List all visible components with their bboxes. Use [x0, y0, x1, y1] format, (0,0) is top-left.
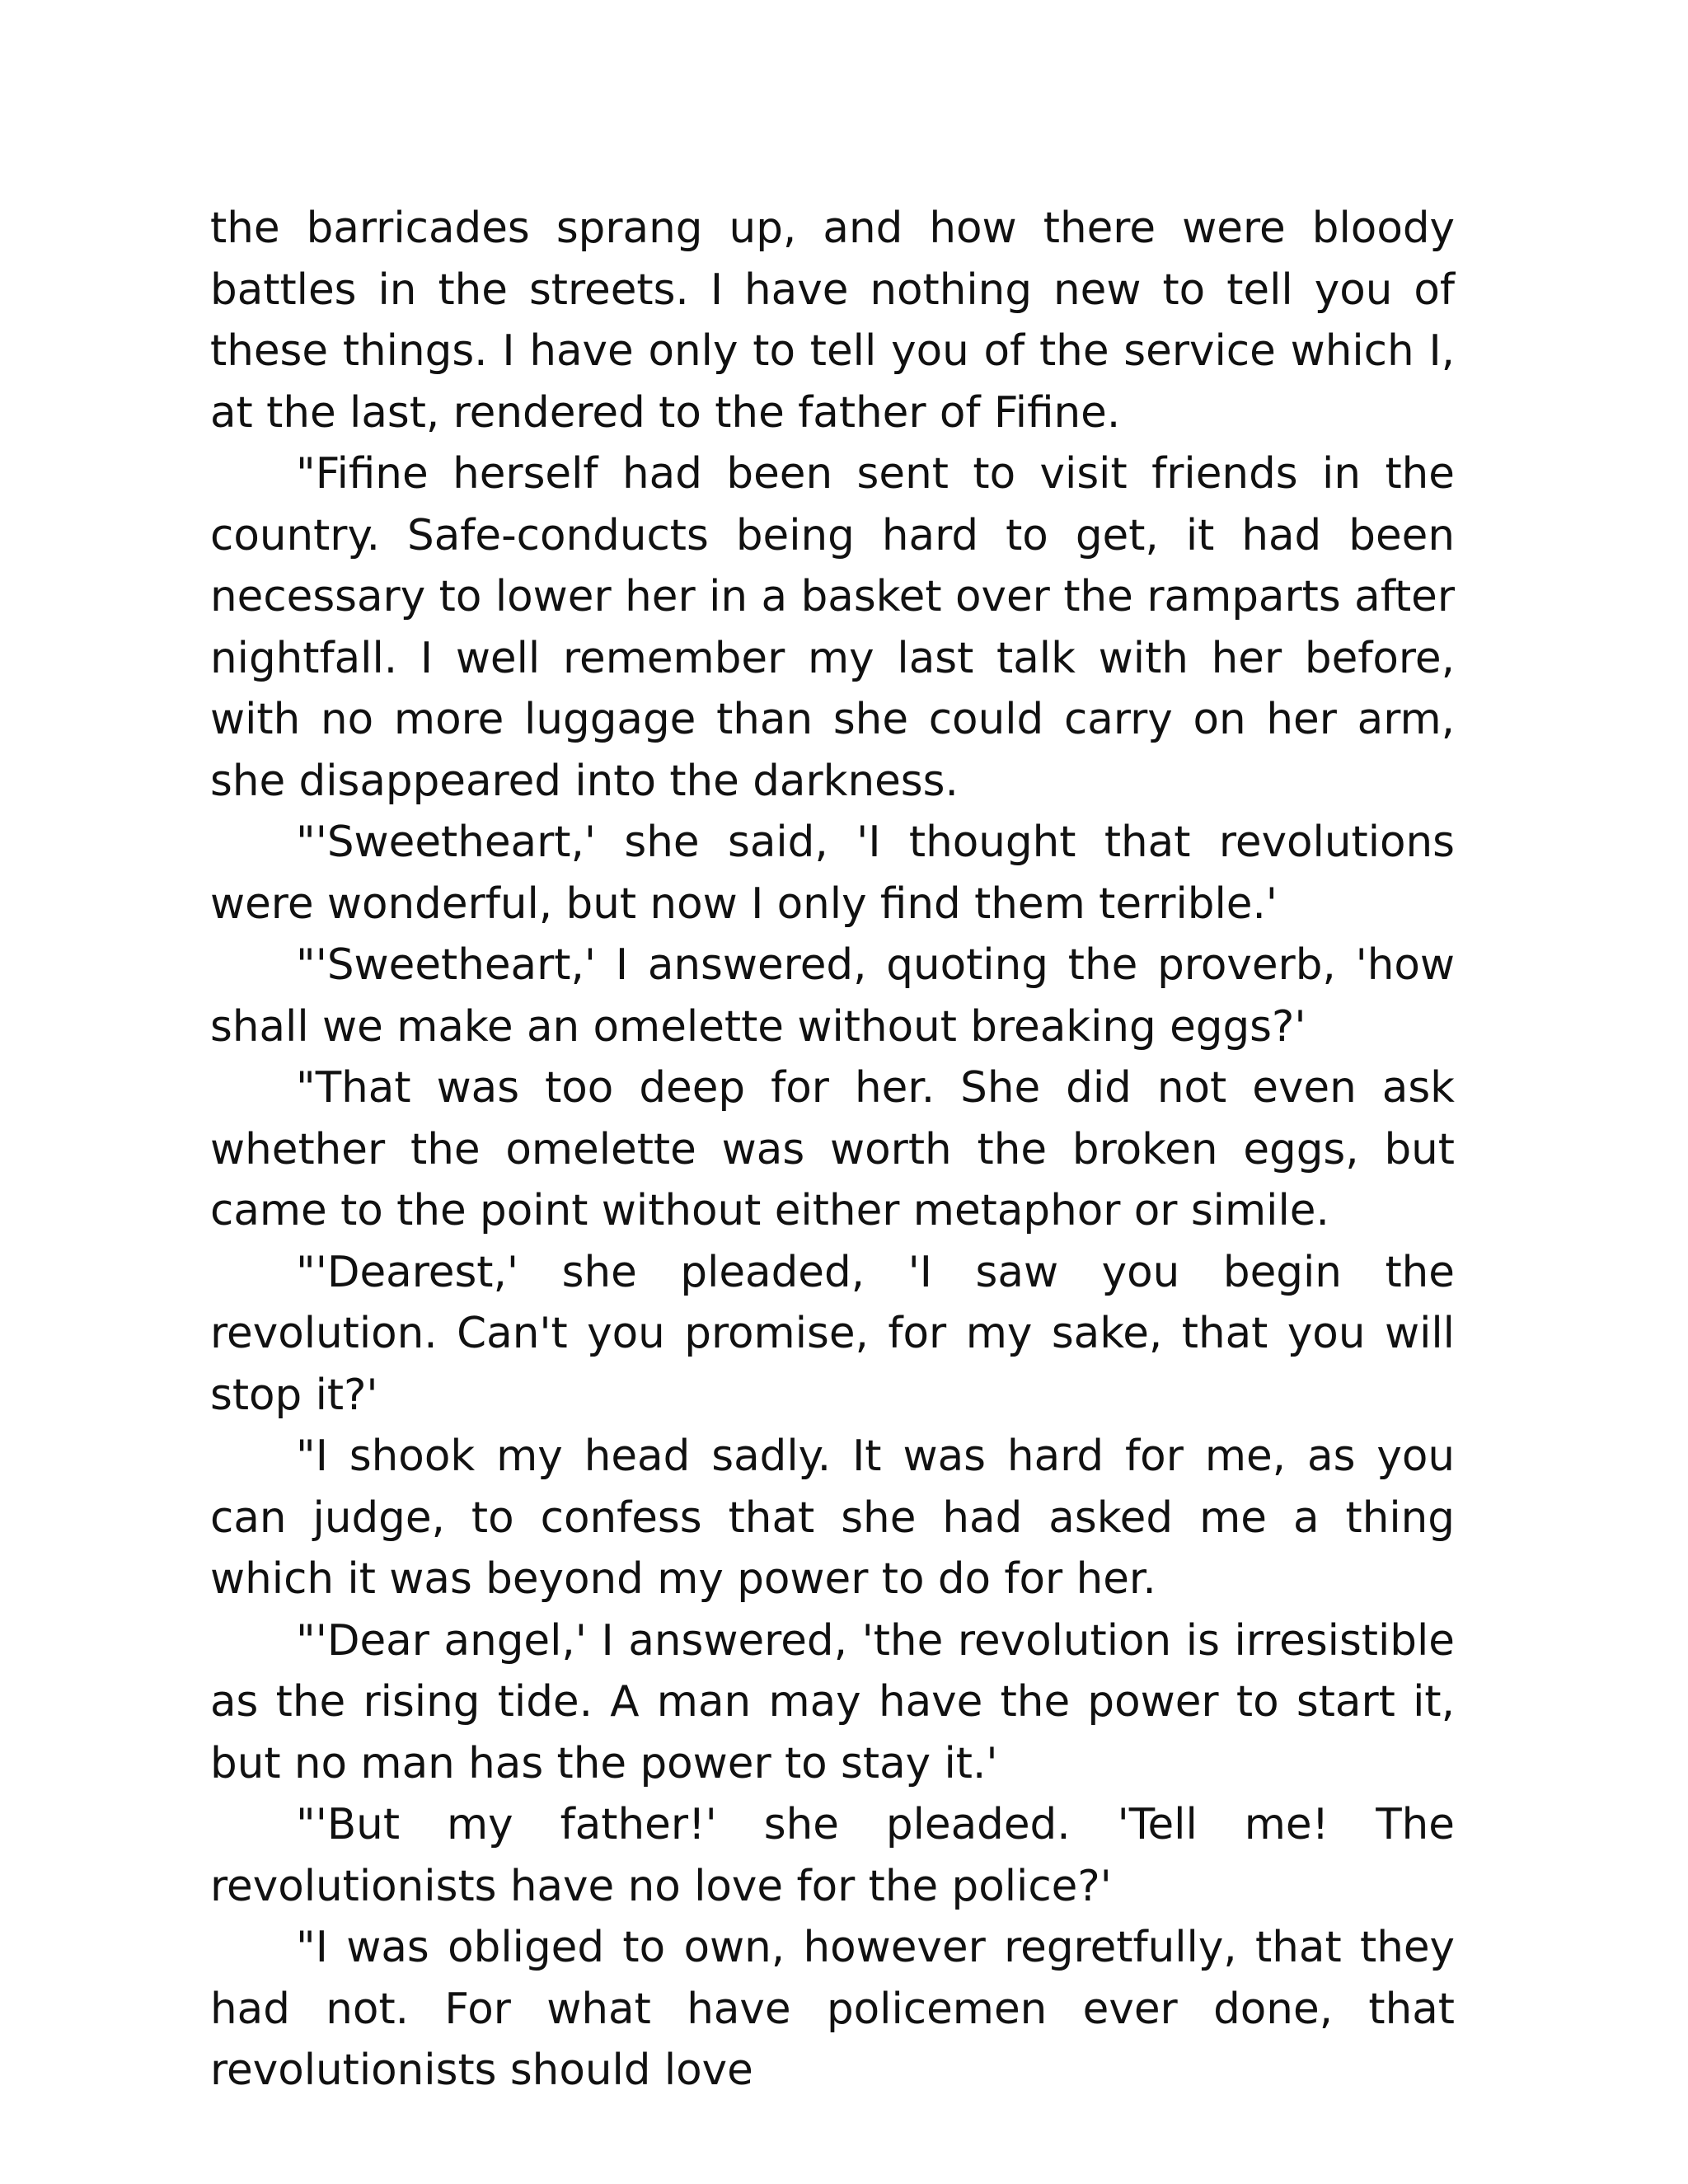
paragraph-2: "Fifine herself had been sent to visit friends in the country. Safe-conducts being hard to get, it had been necessary to lower her in a basket over the ramparts after nightfall. I well remember my last talk with her before, with no more luggage than she could carry on her arm, she disappeared into the darkness. [210, 449, 1455, 806]
paragraph-3: "'Sweetheart,' she said, 'I thought that revolutions were wonderful, but now I only find them terrible.' [210, 818, 1455, 929]
paragraph-5: "That was too deep for her. She did not even ask whether the omelette was worth the broken eggs, but came to the point without either metaphor or simile. [210, 1063, 1455, 1235]
paragraph-7: "I shook my head sadly. It was hard for me, as you can judge, to confess that she had asked me a thing which it was beyond my power to do for her. [210, 1432, 1455, 1604]
paragraph-8: "'Dear angel,' I answered, 'the revolution is irresistible as the rising tide. A man may have the power to start it, but no man has the power to stay it.' [210, 1615, 1455, 1788]
paragraph-1: the barricades sprang up, and how there were bloody battles in the streets. I have nothing new to tell you of these things. I have only to tell you of the service which I, at the last, rendered to the father of Fifine. [210, 204, 1455, 438]
document-page [210, 198, 1455, 2102]
paragraph-9: "'But my father!' she pleaded. 'Tell me! The revolutionists have no love for the police?' [210, 1800, 1455, 1911]
paragraph-4: "'Sweetheart,' I answered, quoting the proverb, 'how shall we make an omelette without breaking eggs?' [210, 940, 1455, 1052]
paragraph-6: "'Dearest,' she pleaded, 'I saw you begin the revolution. Can't you promise, for my sake, that you will stop it?' [210, 1247, 1455, 1420]
paragraph-10: "I was obliged to own, however regretfully, that they had not. For what have policemen ever done, that revolutionists should love [210, 1923, 1455, 2095]
